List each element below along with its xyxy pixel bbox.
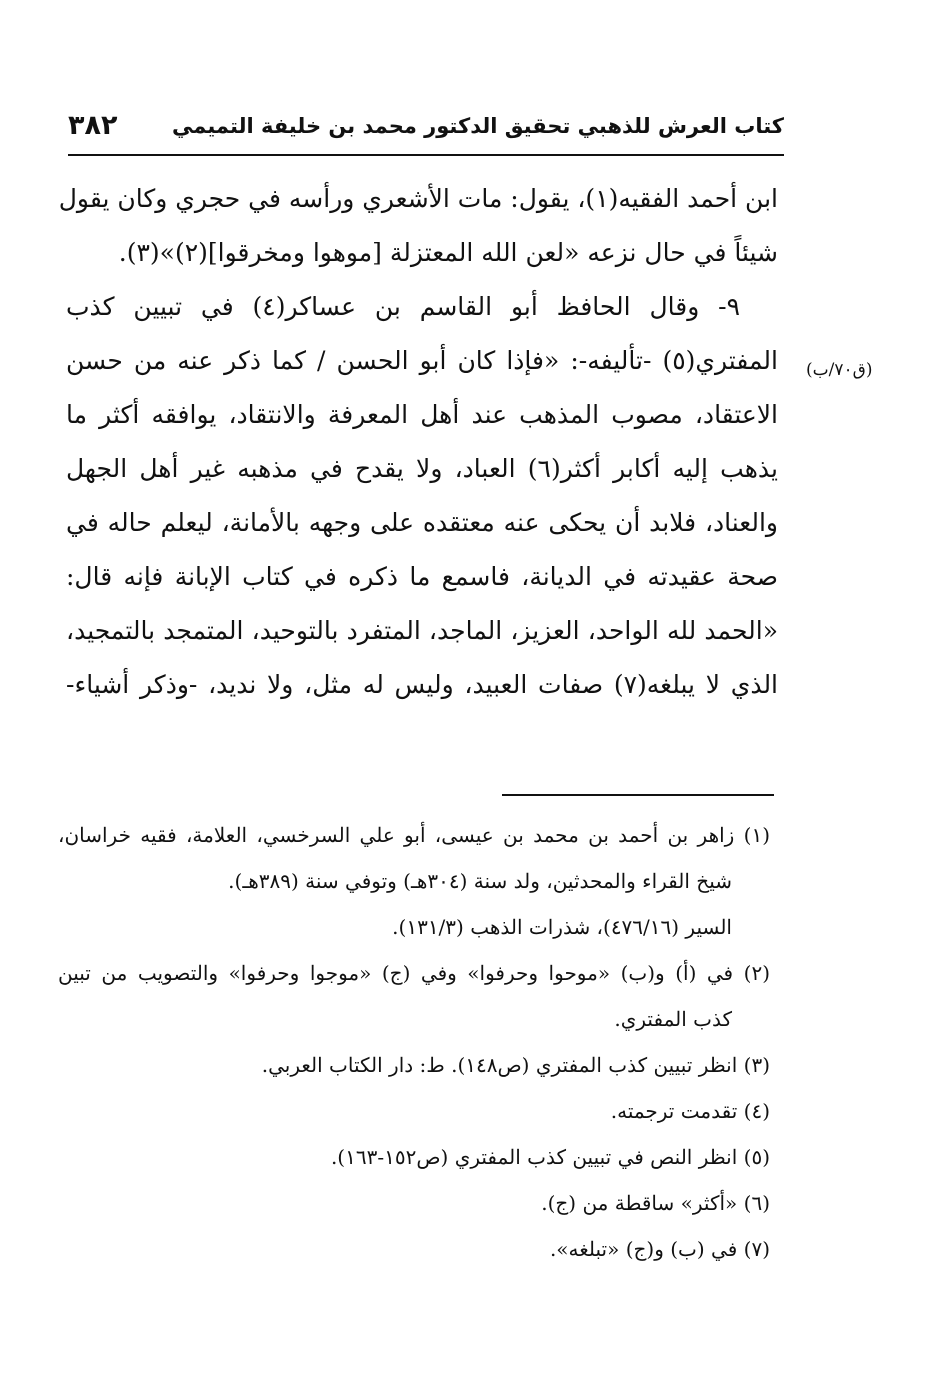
footnote-separator xyxy=(502,794,774,796)
text-line: الاعتقاد، مصوب المذهب عند أهل المعرفة والانتقاد، يوافقه أكثر ما xyxy=(66,400,778,429)
footnote-line: (٢) في (أ) و(ب) «موحوا وحرفوا» وفي (ج) «موجوا وحرفوا» والتصويب من تبين xyxy=(58,961,770,985)
text-line: ابن أحمد الفقيه(١)، يقول: مات الأشعري ورأسه في حجري وكان يقول xyxy=(58,184,778,213)
manuscript-folio-marker: (ق٧٠/ب) xyxy=(806,360,873,380)
text-line: المفتري(٥) -تأليفه-: «فإذا كان أبو الحسن / كما ذكر عنه من حسن xyxy=(66,346,778,375)
text-line: ٩- وقال الحافظ أبو القاسم بن عساكر(٤) في تبيين كذب xyxy=(66,292,741,321)
text-line: صحة عقيدته في الديانة، فاسمع ما ذكره في كتاب الإبانة فإنه قال: xyxy=(66,562,778,591)
text-line: الذي لا يبلغه(٧) صفات العبيد، وليس له مثل، ولا نديد، -وذكر أشياء- xyxy=(66,670,779,699)
header-rule xyxy=(68,154,784,156)
footnote-line: السير (٤٧٦/١٦)، شذرات الذهب (١٣١/٣). xyxy=(392,915,732,939)
footnote-line: (٦) «أكثر» ساقطة من (ج). xyxy=(541,1191,770,1215)
running-header xyxy=(68,108,784,154)
text-line: شيئاً في حال نزعه «لعن الله المعتزلة [موهوا ومخرقوا](٢)»(٣). xyxy=(118,238,778,267)
footnote-line: (٤) تقدمت ترجمته. xyxy=(610,1099,770,1123)
footnotes xyxy=(58,812,770,1272)
footnote-line: (١) زاهر بن أحمد بن محمد بن عيسى، أبو علي السرخسي، العلامة، فقيه خراسان، xyxy=(58,823,770,847)
main-text xyxy=(58,172,779,712)
footnote-line: (٥) انظر النص في تبيين كذب المفتري (ص١٥٢-١٦٣). xyxy=(330,1145,770,1169)
footnote-line: شيخ القراء والمحدثين، ولد سنة (٣٠٤هـ) وتوفي سنة (٣٨٩هـ). xyxy=(228,869,732,893)
footnote-line: كذب المفتري. xyxy=(614,1007,732,1031)
text-line: «الحمد لله الواحد، العزيز، الماجد، المتفرد بالتوحيد، المتمجد بالتمجيد، xyxy=(66,616,778,645)
page-number: ٣٨٢ xyxy=(68,110,118,141)
footnote-line: (٧) في (ب) و(ج) «تبلغه». xyxy=(549,1237,770,1261)
footnote-line: (٣) انظر تبيين كذب المفتري (ص١٤٨). ط: دار الكتاب العربي. xyxy=(261,1053,770,1077)
text-line: يذهب إليه أكابر أكثر(٦) العباد، ولا يقدح في مذهبه غير أهل الجهل xyxy=(66,454,778,483)
header-title: كتاب العرش للذهبي تحقيق الدكتور محمد بن خليفة التميمي xyxy=(172,114,784,138)
text-line: والعناد، فلابد أن يحكى عنه معتقده على وجهه بالأمانة، ليعلم حاله في xyxy=(66,508,778,537)
